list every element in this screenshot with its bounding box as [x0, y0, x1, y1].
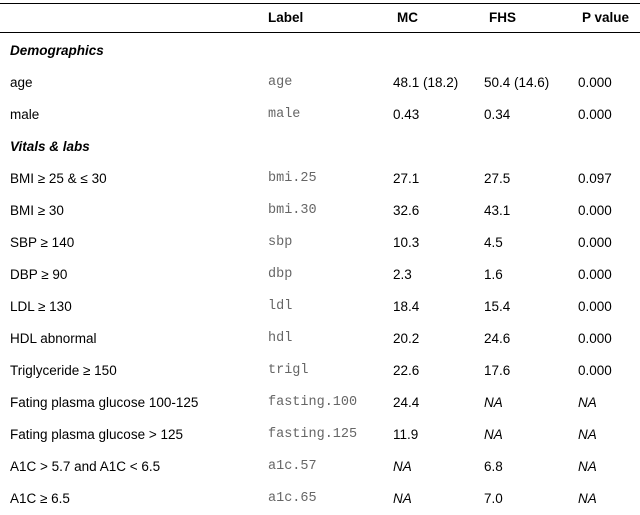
- row-fhs-value: 4.5: [484, 235, 503, 250]
- header-label: Label: [268, 10, 304, 25]
- row-variable: Triglyceride ≥ 150: [10, 363, 117, 378]
- row-variable: HDL abnormal: [10, 331, 97, 346]
- table-row: [0, 227, 640, 259]
- table-row: [0, 323, 640, 355]
- row-p-value: 0.000: [578, 203, 612, 218]
- row-label: fasting.125: [268, 427, 358, 442]
- table-row: [0, 387, 640, 419]
- row-fhs-value: 50.4 (14.6): [484, 75, 550, 90]
- table-header-row: [0, 2, 640, 34]
- row-label: bmi.25: [268, 171, 317, 186]
- row-p-value: NA: [578, 459, 597, 474]
- row-fhs-value: 1.6: [484, 267, 503, 282]
- row-mc-value: 2.3: [393, 267, 412, 282]
- row-fhs-value: 24.6: [484, 331, 511, 346]
- row-p-value: 0.000: [578, 331, 612, 346]
- row-p-value: NA: [578, 395, 597, 410]
- row-mc-value: 10.3: [393, 235, 420, 250]
- row-p-value: 0.000: [578, 235, 612, 250]
- row-variable: BMI ≥ 25 & ≤ 30: [10, 171, 107, 186]
- row-variable: LDL ≥ 130: [10, 299, 72, 314]
- section-title: Vitals & labs: [10, 139, 90, 154]
- table-row: [0, 163, 640, 195]
- row-mc-value: 24.4: [393, 395, 420, 410]
- row-variable: A1C ≥ 6.5: [10, 491, 70, 506]
- table-row: [0, 451, 640, 483]
- table-row: [0, 195, 640, 227]
- row-mc-value: 32.6: [393, 203, 420, 218]
- row-mc-value: 48.1 (18.2): [393, 75, 459, 90]
- row-label: a1c.65: [268, 491, 317, 506]
- row-fhs-value: NA: [484, 395, 503, 410]
- row-label: sbp: [268, 235, 293, 250]
- header-fhs: FHS: [489, 10, 516, 25]
- row-label: hdl: [268, 331, 293, 346]
- row-p-value: NA: [578, 491, 597, 506]
- table-header-rule: [0, 32, 640, 33]
- row-p-value: 0.097: [578, 171, 612, 186]
- row-variable: SBP ≥ 140: [10, 235, 75, 250]
- row-mc-value: 0.43: [393, 107, 420, 122]
- row-fhs-value: 6.8: [484, 459, 503, 474]
- row-fhs-value: 7.0: [484, 491, 503, 506]
- section-title: Demographics: [10, 43, 104, 58]
- table-row: [0, 483, 640, 515]
- header-p-value: P value: [582, 10, 630, 25]
- row-p-value: 0.000: [578, 363, 612, 378]
- row-fhs-value: 27.5: [484, 171, 511, 186]
- row-label: age: [268, 75, 293, 90]
- row-variable: BMI ≥ 30: [10, 203, 64, 218]
- row-label: fasting.100: [268, 395, 358, 410]
- table-row: [0, 67, 640, 99]
- row-p-value: NA: [578, 427, 597, 442]
- row-mc-value: NA: [393, 491, 412, 506]
- row-label: dbp: [268, 267, 293, 282]
- row-p-value: 0.000: [578, 299, 612, 314]
- row-mc-value: 20.2: [393, 331, 420, 346]
- table-row: [0, 259, 640, 291]
- row-label: bmi.30: [268, 203, 317, 218]
- row-p-value: 0.000: [578, 267, 612, 282]
- row-fhs-value: 43.1: [484, 203, 511, 218]
- row-mc-value: 22.6: [393, 363, 420, 378]
- section-vitals-labs: [0, 131, 640, 163]
- row-variable: DBP ≥ 90: [10, 267, 68, 282]
- row-label: trigl: [268, 363, 309, 378]
- section-demographics: [0, 35, 640, 67]
- row-variable: male: [10, 107, 40, 122]
- table-row: [0, 291, 640, 323]
- table-row: [0, 355, 640, 387]
- row-mc-value: 27.1: [393, 171, 420, 186]
- row-p-value: 0.000: [578, 75, 612, 90]
- row-fhs-value: 0.34: [484, 107, 511, 122]
- row-variable: A1C > 5.7 and A1C < 6.5: [10, 459, 161, 474]
- header-mc: MC: [397, 10, 418, 25]
- row-mc-value: NA: [393, 459, 412, 474]
- row-variable: Fating plasma glucose 100-125: [10, 395, 199, 410]
- row-fhs-value: 15.4: [484, 299, 511, 314]
- row-variable: age: [10, 75, 33, 90]
- row-fhs-value: NA: [484, 427, 503, 442]
- row-variable: Fating plasma glucose > 125: [10, 427, 183, 442]
- row-label: ldl: [268, 299, 293, 314]
- table-row: [0, 419, 640, 451]
- row-label: a1c.57: [268, 459, 317, 474]
- row-mc-value: 18.4: [393, 299, 420, 314]
- row-fhs-value: 17.6: [484, 363, 511, 378]
- row-mc-value: 11.9: [393, 427, 419, 442]
- table-row: [0, 99, 640, 131]
- row-label: male: [268, 107, 301, 122]
- row-p-value: 0.000: [578, 107, 612, 122]
